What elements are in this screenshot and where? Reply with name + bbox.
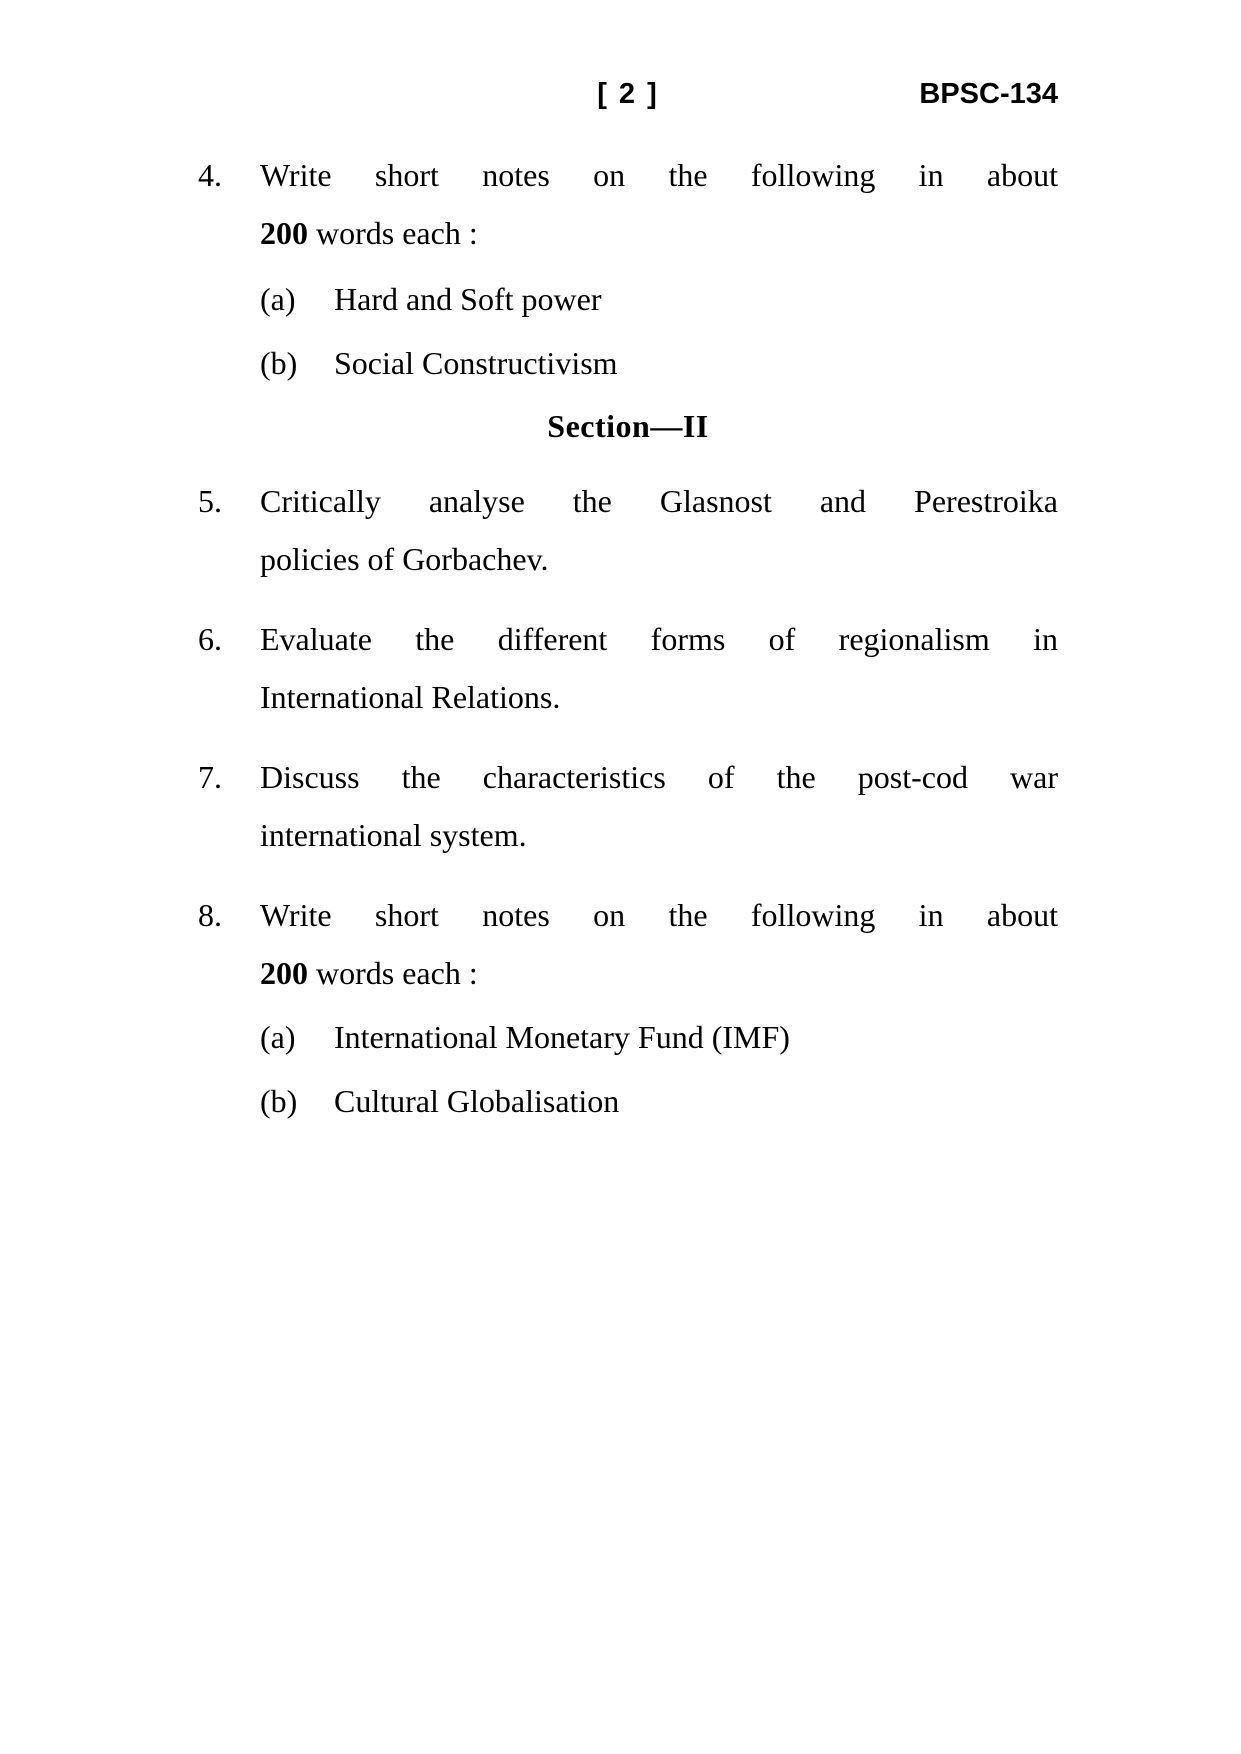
paper-code: BPSC-134 xyxy=(919,78,1058,110)
question-4-line-2 xyxy=(260,204,1058,262)
question-8-sub-b-text: Cultural Globalisation xyxy=(334,1083,620,1119)
question-8-bold-count: 200 xyxy=(260,955,308,991)
question-4-sub-b-label: (b) xyxy=(260,345,298,381)
question-8-sub-b xyxy=(260,1072,1058,1130)
question-8-line-1: Write short notes on the following in about xyxy=(260,897,1058,933)
question-4-sub-b-text: Social Constructivism xyxy=(334,345,618,381)
question-5-line-2: policies of Gorbachev. xyxy=(260,541,549,577)
section-heading: Section—II xyxy=(547,408,709,444)
question-4-bold-count: 200 xyxy=(260,215,308,251)
question-7-body xyxy=(260,748,1058,864)
question-6-body xyxy=(260,610,1058,726)
question-8-sub-a-label: (a) xyxy=(260,1019,296,1055)
question-7-line-2: international system. xyxy=(260,817,527,853)
question-4-sub-a xyxy=(260,270,1058,328)
question-7-number: 7. xyxy=(198,759,222,795)
question-5-number: 5. xyxy=(198,483,222,519)
question-8 xyxy=(198,886,1058,1002)
question-5-line-1: Critically analyse the Glasnost and Perestroika xyxy=(260,483,1058,519)
question-8-sub-b-label: (b) xyxy=(260,1083,298,1119)
question-4-sub-b xyxy=(260,334,1058,392)
question-5 xyxy=(198,472,1058,588)
question-7 xyxy=(198,748,1058,864)
question-6-number: 6. xyxy=(198,621,222,657)
question-4-sub-a-text: Hard and Soft power xyxy=(334,281,602,317)
question-6 xyxy=(198,610,1058,726)
page-content xyxy=(198,78,1058,1130)
question-4 xyxy=(198,146,1058,262)
question-8-line-2-rest: words each : xyxy=(316,955,478,991)
question-8-line-2 xyxy=(260,944,1058,1002)
page-header xyxy=(198,78,1058,110)
question-4-line-2-rest: words each : xyxy=(316,215,478,251)
question-6-line-2: International Relations. xyxy=(260,679,561,715)
question-6-line-1: Evaluate the different forms of regionalism in xyxy=(260,621,1058,657)
question-4-body xyxy=(260,146,1058,262)
question-4-line-1: Write short notes on the following in about xyxy=(260,157,1058,193)
question-8-body xyxy=(260,886,1058,1002)
question-8-sub-a-text: International Monetary Fund (IMF) xyxy=(334,1019,790,1055)
question-5-body xyxy=(260,472,1058,588)
question-4-number: 4. xyxy=(198,157,222,193)
question-8-number: 8. xyxy=(198,897,222,933)
question-4-sub-a-label: (a) xyxy=(260,281,296,317)
question-7-line-1: Discuss the characteristics of the post-cod war xyxy=(260,759,1058,795)
question-8-sub-a xyxy=(260,1008,1058,1066)
page-number: [ 2 ] xyxy=(597,78,659,110)
